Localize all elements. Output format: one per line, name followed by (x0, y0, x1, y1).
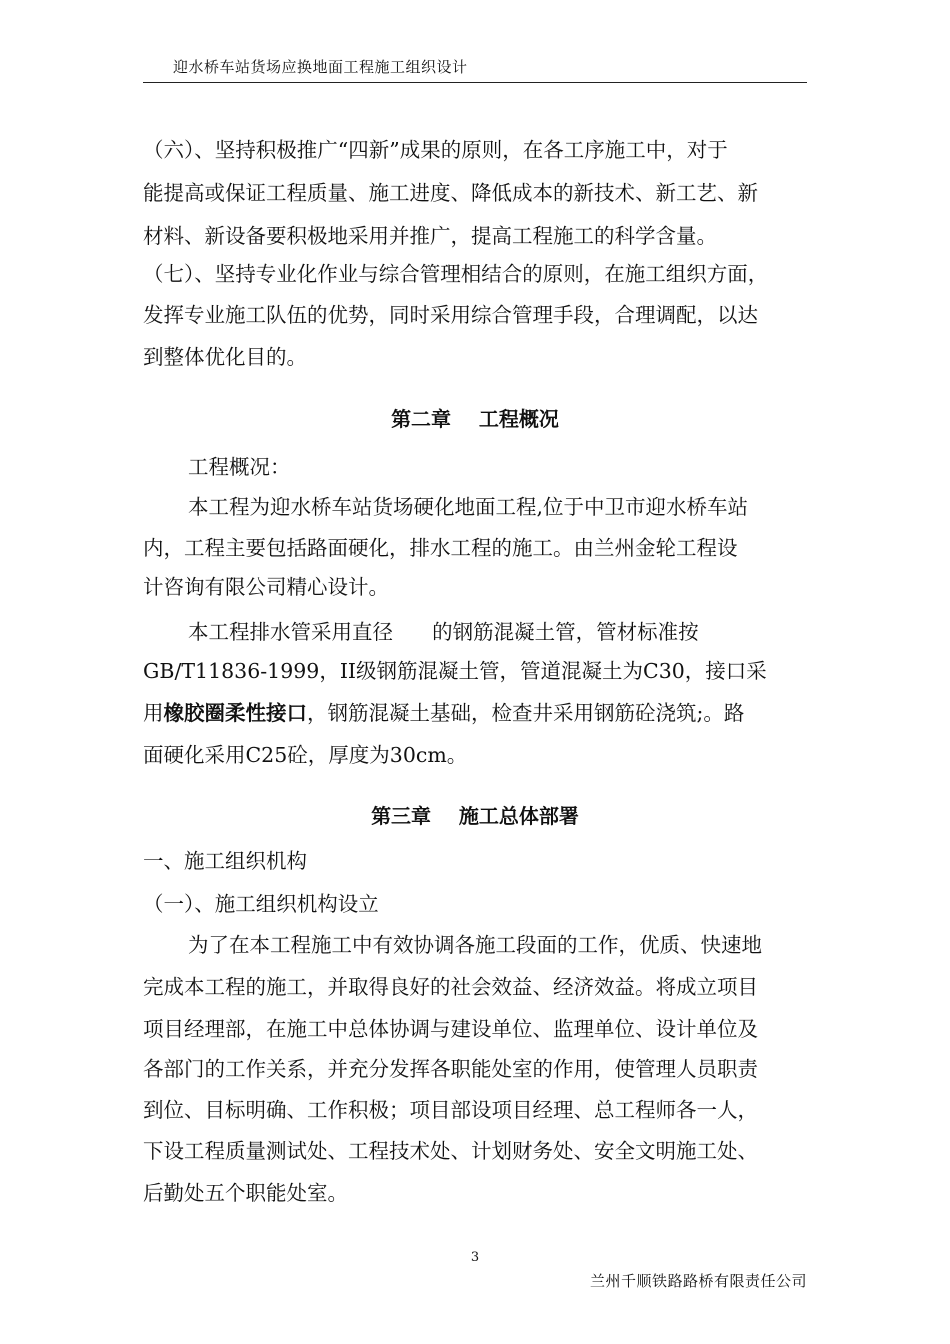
header-title: 迎水桥车站货场应换地面工程施工组织设计 (173, 58, 468, 76)
chapter-2-para2-line-3 (143, 703, 807, 724)
principle-seven-line-1: （七）、坚持专业化作业与综合管理相结合的原则，在施工组织方面， (143, 262, 769, 286)
chapter-2-subtitle: 工程概况： (188, 455, 291, 479)
page-number: 3 (470, 1250, 480, 1265)
principle-six-line-2: 能提高或保证工程质量、施工进度、降低成本的新技术、新工艺、新 (143, 181, 758, 205)
chapter-2-para1-line-2: 内，工程主要包括路面硬化，排水工程的施工。由兰州金轮工程设 (143, 536, 738, 560)
principle-seven-line-2: 发挥专业施工队伍的优势，同时采用综合管理手段，合理调配，以达 (143, 303, 758, 327)
chapter-3-para-line-1: 为了在本工程施工中有效协调各施工段面的工作，优质、快速地 (188, 933, 762, 957)
chapter-2-para2-line-1: 本工程排水管采用直径 的钢筋混凝土管，管材标准按 (188, 620, 699, 644)
chapter-3-heading: 第三章 施工总体部署 (371, 804, 579, 828)
chapter-2-para1-line-1: 本工程为迎水桥车站货场硬化地面工程,位于中卫市迎水桥车站 (188, 495, 749, 519)
chapter-3-para-line-2: 完成本工程的施工，并取得良好的社会效益、经济效益。将成立项目 (143, 975, 758, 999)
para2-line3-prefix: 用 (143, 701, 164, 725)
section-1-title: 一、施工组织机构 (143, 849, 307, 873)
chapter-2-para1-line-3: 计咨询有限公司精心设计。 (143, 575, 389, 599)
chapter-3-para-line-6: 下设工程质量测试处、工程技术处、计划财务处、安全文明施工处、 (143, 1139, 758, 1163)
principle-six-line-3: 材料、新设备要积极地采用并推广，提高工程施工的科学含量。 (143, 224, 717, 248)
rubber-ring-joint-text: 橡胶圈柔性接口 (163, 701, 307, 725)
chapter-3-para-line-5: 到位、目标明确、工作积极；项目部设项目经理、总工程师各一人， (143, 1098, 758, 1122)
principle-seven-line-3: 到整体优化目的。 (143, 345, 307, 369)
chapter-3-para-line-3: 项目经理部，在施工中总体协调与建设单位、监理单位、设计单位及 (143, 1017, 758, 1041)
footer-company: 兰州千顺铁路路桥有限责任公司 (589, 1272, 807, 1290)
chapter-2-heading: 第二章 工程概况 (391, 407, 559, 431)
chapter-3-para-line-4: 各部门的工作关系，并充分发挥各职能处室的作用，使管理人员职责 (143, 1057, 758, 1081)
subsection-1-title: （一）、施工组织机构设立 (143, 892, 379, 916)
chapter-2-para2-line-4: 面硬化采用C25砼，厚度为30cm。 (143, 743, 468, 767)
chapter-2-para2-line-2: GB/T11836-1999，II级钢筋混凝土管，管道混凝土为C30，接口采 (143, 659, 767, 683)
page-header (143, 56, 807, 83)
principle-six-line-1: （六）、坚持积极推广“四新”成果的原则，在各工序施工中，对于 (143, 138, 728, 162)
para2-line3-suffix: ，钢筋混凝土基础，检查井采用钢筋砼浇筑;。路 (307, 701, 745, 725)
chapter-3-para-line-7: 后勤处五个职能处室。 (143, 1181, 348, 1205)
